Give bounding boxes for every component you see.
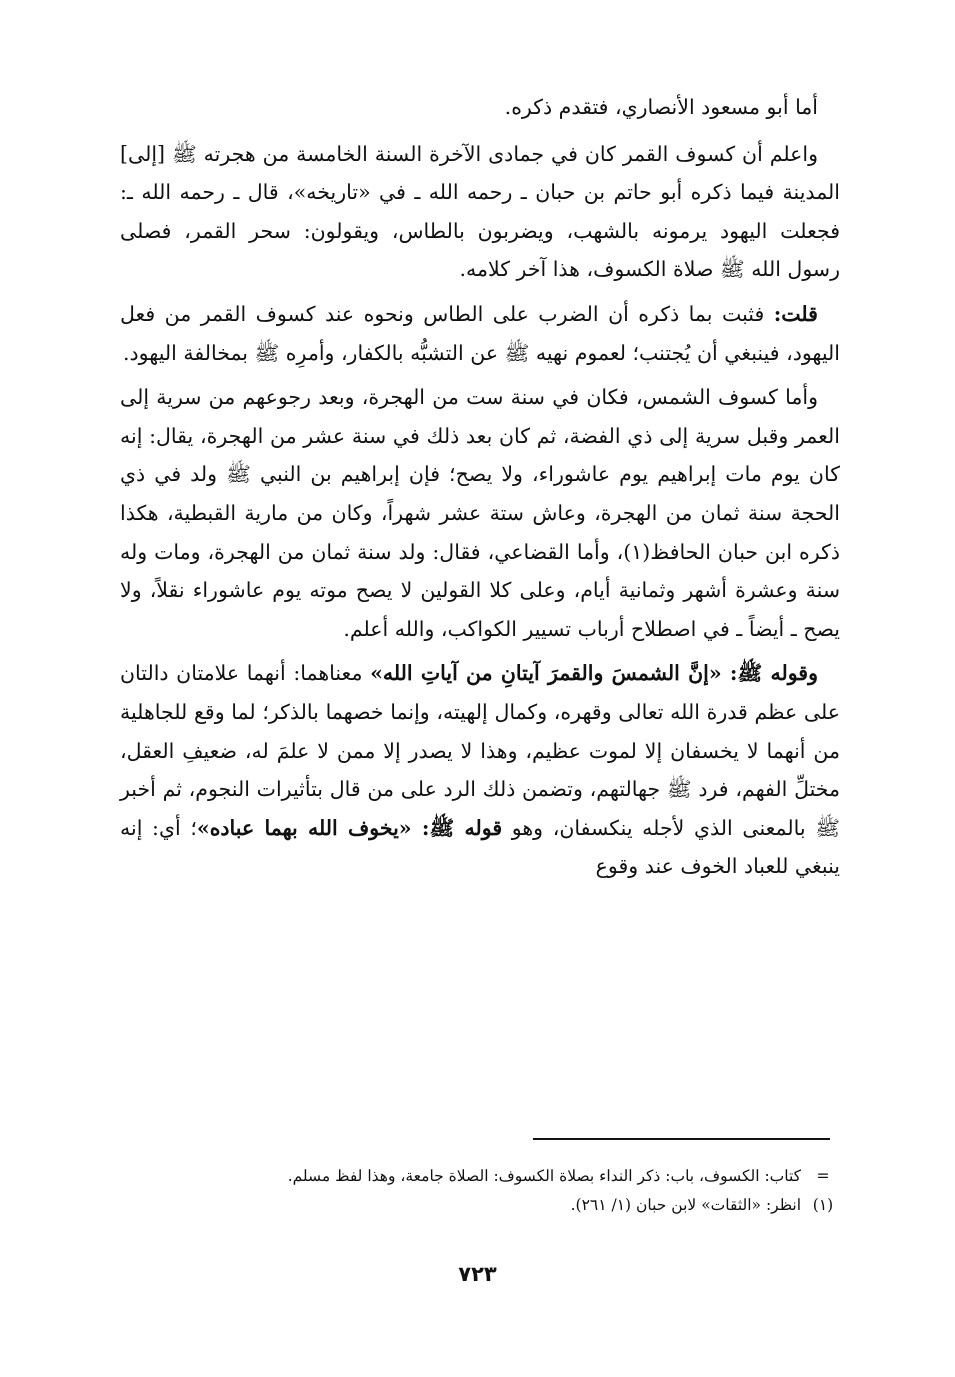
- paragraph-2: [120, 135, 840, 289]
- footnote-continuation: [180, 1162, 840, 1191]
- paragraph-4-text: وأما كسوف الشمس، فكان في سنة ست من الهجرة، وبعد رجوعهم من سرية إلى العمر وقبل سرية إلى ذي الفضة، ثم كان بعد ذلك في سنة عشر من الهجرة، يقال: إنه كان يوم مات إبراهيم يوم عاشوراء، ولا يصح؛ فإن إبراهيم بن النبي ﷺ ولد في ذي الحجة سنة ثمان من الهجرة، وعاش ستة عشر شهراً، وكان من مارية القبطية، هكذا ذكره ابن حبان الحافظ(١)، وأما القضاعي، فقال: ولد سنة ثمان من الهجرة، ومات وله سنة وعشرة أشهر وثمانية أيام، وعلى كلا القولين لا يصح موته يوم عاشوراء نقلاً، ولا يصح ـ أيضاً ـ في اصطلاح أرباب تسيير الكواكب، والله أعلم.: [120, 385, 840, 641]
- paragraph-3-lead: قلت:: [773, 301, 818, 326]
- paragraph-5-tail: ؛ أي: إنه ينبغي للعباد الخوف عند وقوع: [120, 815, 840, 879]
- footnote-1-mark: (١): [812, 1196, 834, 1214]
- footnote-continuation-text: كتاب: الكسوف، باب: ذكر النداء بصلاة الكسوف: الصلاة جامعة، وهذا لفظ مسلم.: [287, 1167, 802, 1185]
- footnote-1-text: انظر: «الثقات» لابن حبان (١/ ٢٦١).: [570, 1196, 802, 1214]
- main-text: [120, 88, 840, 892]
- paragraph-4: [120, 378, 840, 648]
- page-number: ٧٢٣: [458, 1262, 497, 1286]
- footnote-continuation-mark: =: [816, 1167, 830, 1185]
- paragraph-2-text: واعلم أن كسوف القمر كان في جمادى الآخرة السنة الخامسة من هجرته ﷺ [إلى] المدينة فيما ذكره أبو حاتم بن حبان ـ رحمه الله ـ في «تاريخه»، قال ـ رحمه الله ـ: فجعلت اليهود يرمونه بالشهب، ويضربون بالطاس، ويقولون: سحر القمر، فصلى رسول الله ﷺ صلاة الكسوف، هذا آخر كلامه.: [120, 141, 840, 282]
- footnotes: [180, 1162, 840, 1220]
- footnote-1: [180, 1191, 840, 1220]
- paragraph-3: [120, 295, 840, 372]
- paragraph-3-text: فثبت بما ذكره أن الضرب على الطاس ونحوه عند كسوف القمر من فعل اليهود، فينبغي أن يُجتنب؛ لعموم نهيه ﷺ عن التشبُّه بالكفار، وأمرِه ﷺ بمخالفة اليهود.: [120, 301, 840, 365]
- paragraph-5: [120, 654, 840, 886]
- paragraph-1: [120, 88, 840, 127]
- paragraph-5-text: معناهما: أنهما علامتان دالتان على عظم قدرة الله تعالى وقهره، وكمال إلهيته، وإنما خصهما بالذكر؛ لما وقع للجاهلية من أنهما لا يخسفان إلا لموت عظيم، وهذا لا يصدر إلا ممن لا علمَ له، ضعيفِ العقل، مختلِّ الفهم، فرد ﷺ جهالتهم، وتضمن ذلك الرد على من قال بتأثيرات النجوم، ثم أخبر ﷺ بالمعنى الذي لأجله ينكسفان، وهو: [120, 661, 840, 840]
- paragraph-1-text: أما أبو مسعود الأنصاري، فتقدم ذكره.: [504, 95, 818, 119]
- paragraph-5-lead: وقوله ﷺ: «إنَّ الشمسَ والقمرَ آيتانِ من آياتِ الله»: [370, 661, 818, 686]
- footnote-separator: [533, 1138, 830, 1140]
- paragraph-5-quote: قوله ﷺ: «يخوف الله بهما عباده»: [196, 815, 503, 840]
